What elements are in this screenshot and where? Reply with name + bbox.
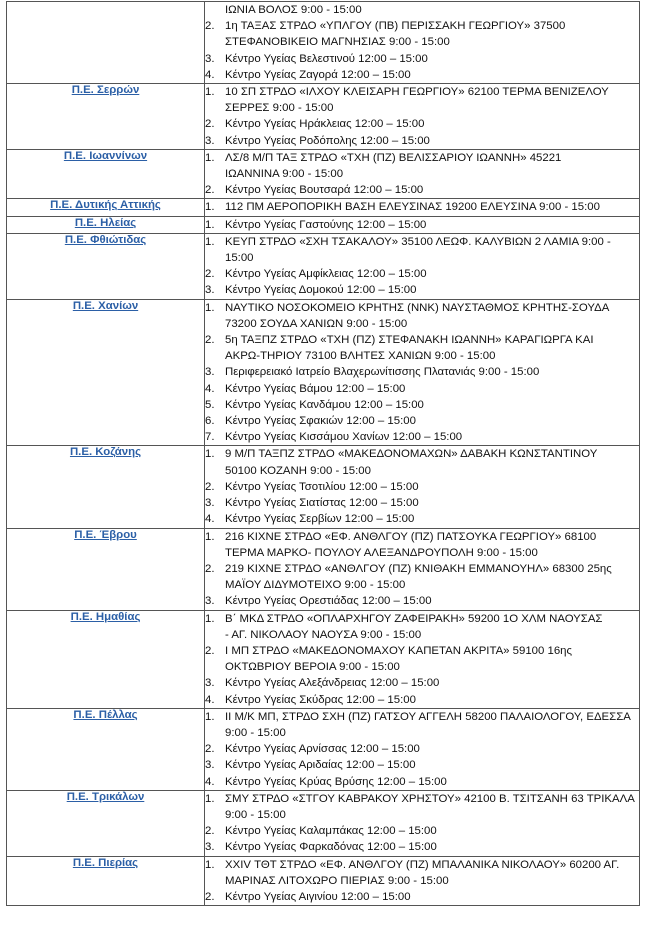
item-number: 2. [205, 825, 215, 838]
item-text-line: Κέντρο Υγείας Δομοκού 12:00 – 15:00 [225, 284, 417, 297]
item-text [225, 446, 639, 478]
item-text-line: ΜΑΡΙΝΑΣ ΛΙΤΟΧΩΡΟ ΠΙΕΡΙΑΣ 9:00 - 15:00 [225, 874, 449, 887]
list-item [205, 529, 639, 561]
item-text-line: Κέντρο Υγείας Βουτσαρά 12:00 – 15:00 [225, 184, 424, 197]
item-number: 4. [205, 513, 215, 526]
item-text [225, 282, 639, 298]
region-cell [7, 149, 205, 199]
table-row [7, 199, 640, 216]
list-item [205, 593, 639, 609]
item-number: 3. [205, 759, 215, 772]
item-text-line: Κέντρο Υγείας Αριδαίας 12:00 – 15:00 [225, 759, 416, 772]
item-text [225, 67, 639, 83]
item-number: 1. [205, 530, 215, 543]
item-number: 3. [205, 366, 215, 379]
region-link[interactable]: Π.Ε. Πέλλας [73, 708, 138, 721]
locations-cell [205, 610, 640, 708]
list-item [205, 561, 639, 593]
list-item [205, 364, 639, 380]
item-text-line: 219 ΚΙΧΝΕ ΣΤΡΔΟ «ΑΝΘΛΓΟΥ (ΠΖ) ΚΝΙΘΑΚΗ ΕΜΜΑΝΟΥΗΛ» 68300 25ης [225, 562, 612, 575]
item-text [225, 823, 639, 839]
item-text-line: ΜΑΪΟΥ ΔΙΔΥΜΟΤΕΙΧΟ 9:00 - 15:00 [225, 579, 406, 592]
region-cell [7, 790, 205, 856]
item-text [225, 199, 639, 215]
item-number: 3. [205, 497, 215, 510]
item-text [225, 332, 639, 364]
item-text-line: Ι ΜΠ ΣΤΡΔΟ «ΜΑΚΕΔΟΝΟΜΑΧΟΥ ΚΑΠΕΤΑΝ ΑΚΡΙΤΑ» 59100 16ης [225, 644, 573, 657]
item-text [225, 692, 639, 708]
item-text [225, 429, 639, 445]
list-item [205, 692, 639, 708]
item-text-line: Κέντρο Υγείας Σιατίστας 12:00 – 15:00 [225, 497, 419, 510]
list-item [205, 479, 639, 495]
item-text-line: Κέντρο Υγείας Αλεξάνδρειας 12:00 – 15:00 [225, 677, 440, 690]
item-text-line: 9:00 - 15:00 [225, 726, 286, 739]
list-item [205, 791, 639, 823]
table-row [7, 708, 640, 790]
locations-cell [205, 216, 640, 233]
item-text-line: 15:00 [225, 252, 254, 265]
locations-cell [205, 149, 640, 199]
item-text [225, 217, 639, 233]
item-text-line: 1η ΤΑΞΑΣ ΣΤΡΔΟ «ΥΠΛΓΟΥ (ΠΒ) ΠΕΡΙΣΣΑΚΗ ΓΕΩΡΓΙΟΥ» 37500 [225, 20, 566, 33]
list-item [205, 839, 639, 855]
item-number: 3. [205, 677, 215, 690]
item-text [225, 889, 639, 905]
region-link[interactable]: Π.Ε. Πιερίας [72, 856, 139, 869]
schedule-table-body [7, 2, 640, 906]
item-number: 1. [205, 151, 215, 164]
item-text-line: Κέντρο Υγείας Ζαγορά 12:00 – 15:00 [225, 68, 411, 81]
table-row [7, 216, 640, 233]
item-text [225, 857, 639, 889]
list-item [205, 774, 639, 790]
item-number: 5. [205, 398, 215, 411]
list-item [205, 446, 639, 478]
list-item [205, 511, 639, 527]
list-item [205, 381, 639, 397]
region-cell [7, 856, 205, 906]
item-text-line: Κέντρο Υγείας Αιγινίου 12:00 – 15:00 [225, 890, 411, 903]
item-number: 3. [205, 52, 215, 65]
region-cell [7, 708, 205, 790]
item-text [225, 116, 639, 132]
locations-cell [205, 708, 640, 790]
item-text-line: Κέντρο Υγείας Γαστούνης 12:00 – 15:00 [225, 218, 427, 231]
item-text [225, 18, 639, 50]
item-number: 1. [205, 792, 215, 805]
locations-cell [205, 856, 640, 906]
item-text [225, 150, 639, 182]
list-item [205, 217, 639, 233]
item-number: 1. [205, 612, 215, 625]
item-text [225, 709, 639, 741]
list-item [205, 116, 639, 132]
item-text-line: 10 ΣΠ ΣΤΡΔΟ «ΙΛΧΟΥ ΚΛΕΙΣΑΡΗ ΓΕΩΡΓΙΟΥ» 62100 ΤΕΡΜΑ ΒΕΝΙΖΕΛΟΥ [225, 86, 609, 99]
item-text [225, 593, 639, 609]
item-text-line: Κέντρο Υγείας Καλαμπάκας 12:00 – 15:00 [225, 825, 437, 838]
item-number: 1. [205, 218, 215, 231]
table-row [7, 299, 640, 446]
region-link[interactable]: Π.Ε. Φθιώτιδας [64, 233, 147, 246]
item-text-line: ΚΕΥΠ ΣΤΡΔΟ «ΣΧΗ ΤΣΑΚΑΛΟΥ» 35100 ΛΕΩΦ. ΚΑΛΥΒΙΩΝ 2 ΛΑΜΙΑ 9:00 - [225, 235, 611, 248]
item-text-line: Κέντρο Υγείας Κισσάμου Χανίων 12:00 – 15:00 [225, 431, 463, 444]
list-item [205, 889, 639, 905]
item-text-line: ΧΧΙV ΤΘΤ ΣΤΡΔΟ «ΕΦ. ΑΝΘΛΓΟΥ (ΠΖ) ΜΠΑΛΑΝΙΚΑ ΝΙΚΟΛΑΟΥ» 60200 ΑΓ. [225, 858, 620, 871]
item-text [225, 2, 639, 18]
item-text-line: ΤΕΡΜΑ ΜΑΡΚΟ- ΠΟΥΛΟΥ ΑΛΕΞΑΝΔΡΟΥΠΟΛΗ 9:00 - 15:00 [225, 546, 538, 559]
list-item [205, 741, 639, 757]
item-text-line: Β΄ ΜΚΔ ΣΤΡΔΟ «ΟΠΛΑΡΧΗΓΟΥ ΖΑΦΕΙΡΑΚΗ» 59200 1Ο ΧΛΜ ΝΑΟΥΣΑΣ [225, 612, 603, 625]
locations-cell [205, 790, 640, 856]
list-item [205, 282, 639, 298]
item-text-line: ΙΙ Μ/Κ ΜΠ, ΣΤΡΔΟ ΣΧΗ (ΠΖ) ΓΑΤΣΟΥ ΑΓΓΕΛΗ 58200 ΠΑΛΑΙΟΛΟΓΟΥ, ΕΔΕΣΣΑ [225, 710, 631, 723]
list-item [205, 150, 639, 182]
item-number: 1. [205, 301, 215, 314]
table-row [7, 790, 640, 856]
list-item [205, 413, 639, 429]
table-row [7, 856, 640, 906]
item-number: 2. [205, 268, 215, 281]
region-cell [7, 199, 205, 216]
item-text-line: - ΑΓ. ΝΙΚΟΛΑΟΥ ΝΑΟΥΣΑ 9:00 - 15:00 [225, 628, 422, 641]
item-text-line: 5η ΤΑΞΠΖ ΣΤΡΔΟ «ΤΧΗ (ΠΖ) ΣΤΕΦΑΝΑΚΗ ΙΩΑΝΝΗ» ΚΑΡΑΓΙΩΡΓΑ ΚΑΙ [225, 334, 594, 347]
list-item [205, 266, 639, 282]
table-row [7, 610, 640, 708]
item-text-line: Κέντρο Υγείας Ηράκλειας 12:00 – 15:00 [225, 118, 425, 131]
item-text-line: 9:00 - 15:00 [225, 808, 286, 821]
item-number: 2. [205, 562, 215, 575]
list-item [205, 234, 639, 266]
locations-cell [205, 2, 640, 84]
locations-cell [205, 446, 640, 528]
item-text-line: Κέντρο Υγείας Αρνίσσας 12:00 – 15:00 [225, 743, 420, 756]
item-text [225, 495, 639, 511]
item-number: 1. [205, 448, 215, 461]
item-number: 2. [205, 20, 215, 33]
region-link[interactable]: Π.Ε. Έβρου [74, 528, 137, 541]
list-item [205, 51, 639, 67]
list-item [205, 18, 639, 50]
item-number: 2. [205, 480, 215, 493]
table-row [7, 84, 640, 150]
item-text-line: Κέντρο Υγείας Φαρκαδόνας 12:00 – 15:00 [225, 841, 437, 854]
locations-cell [205, 299, 640, 446]
item-text-line: 73200 ΣΟΥΔΑ ΧΑΝΙΩΝ 9:00 - 15:00 [225, 317, 408, 330]
item-text-line: Κέντρο Υγείας Σκύδρας 12:00 – 15:00 [225, 693, 416, 706]
region-link[interactable]: Π.Ε. Κοζάνης [69, 446, 142, 459]
region-link[interactable]: Π.Ε. Ιωαννίνων [63, 149, 148, 162]
table-row [7, 233, 640, 299]
list-item [205, 2, 639, 18]
table-row [7, 149, 640, 199]
item-text-line: ΣΤΕΦΑΝΟΒΙΚΕΙΟ ΜΑΓΝΗΣΙΑΣ 9:00 - 15:00 [225, 36, 450, 49]
list-item [205, 300, 639, 332]
item-number: 3. [205, 841, 215, 854]
schedule-table [6, 1, 640, 906]
item-number: 1. [205, 858, 215, 871]
region-cell [7, 299, 205, 446]
item-text-line: Κέντρο Υγείας Κρύας Βρύσης 12:00 – 15:00 [225, 775, 447, 788]
locations-cell [205, 528, 640, 610]
item-number: 1. [205, 86, 215, 99]
item-text [225, 397, 639, 413]
item-number: 3. [205, 595, 215, 608]
item-text [225, 791, 639, 823]
item-text [225, 479, 639, 495]
item-text-line: ΙΩΑΝΝΙΝΑ 9:00 - 15:00 [225, 168, 344, 181]
list-item [205, 823, 639, 839]
item-text [225, 511, 639, 527]
list-item [205, 643, 639, 675]
item-text-line: ΙΩΝΙΑ ΒΟΛΟΣ 9:00 - 15:00 [225, 4, 362, 16]
region-cell [7, 233, 205, 299]
region-cell [7, 446, 205, 528]
table-row [7, 528, 640, 610]
item-text-line: Περιφερειακό Ιατρείο Βλαχερωνίτισσης Πλατανιάς 9:00 - 15:00 [225, 366, 540, 379]
item-number: 1. [205, 710, 215, 723]
item-text [225, 234, 639, 266]
region-cell [7, 216, 205, 233]
item-number: 2. [205, 118, 215, 131]
item-number: 1. [205, 235, 215, 248]
item-text [225, 182, 639, 198]
item-text [225, 561, 639, 593]
item-text [225, 529, 639, 561]
item-text-line: ΣΜΥ ΣΤΡΔΟ «ΣΤΓΟΥ ΚΑΒΡΑΚΟΥ ΧΡΗΣΤΟΥ» 42100 Β. ΤΣΙΤΣΑΝΗ 63 ΤΡΙΚΑΛΑ [225, 792, 635, 805]
item-text [225, 413, 639, 429]
item-text [225, 611, 639, 643]
list-item [205, 84, 639, 116]
item-number: 7. [205, 431, 215, 444]
list-item [205, 675, 639, 691]
item-text-line: Κέντρο Υγείας Κανδάμου 12:00 – 15:00 [225, 398, 424, 411]
item-text-line: 50100 ΚΟΖΑΝΗ 9:00 - 15:00 [225, 464, 371, 477]
table-row [7, 2, 640, 84]
item-text-line: Κέντρο Υγείας Ροδόπολης 12:00 – 15:00 [225, 134, 430, 147]
item-text [225, 266, 639, 282]
item-text [225, 643, 639, 675]
item-text [225, 741, 639, 757]
item-text [225, 675, 639, 691]
region-link[interactable]: Π.Ε. Ηλείας [74, 216, 137, 229]
item-text-line: Κέντρο Υγείας Βελεστινού 12:00 – 15:00 [225, 52, 428, 65]
item-number: 2. [205, 890, 215, 903]
list-item [205, 199, 639, 215]
item-text-line: Κέντρο Υγείας Σφακιών 12:00 – 15:00 [225, 415, 416, 428]
item-text-line: Κέντρο Υγείας Αμφίκλειας 12:00 – 15:00 [225, 268, 427, 281]
list-item [205, 133, 639, 149]
item-text [225, 51, 639, 67]
list-item [205, 857, 639, 889]
item-text [225, 133, 639, 149]
item-text-line: ΟΚΤΩΒΡΙΟΥ ΒΕΡΟΙΑ 9:00 - 15:00 [225, 661, 400, 674]
item-text-line: ΑΚΡΩ-ΤΗΡΙΟΥ 73100 ΒΛΗΤΕΣ ΧΑΝΙΩΝ 9:00 - 15:00 [225, 350, 496, 363]
list-item [205, 332, 639, 364]
item-text-line: 9 Μ/Π ΤΑΞΠΖ ΣΤΡΔΟ «ΜΑΚΕΔΟΝΟΜΑΧΩΝ» ΔΑΒΑΚΗ ΚΩΝΣΤΑΝΤΙΝΟΥ [225, 448, 598, 461]
table-row [7, 446, 640, 528]
item-text [225, 300, 639, 332]
list-item [205, 182, 639, 198]
region-cell [7, 610, 205, 708]
item-text-line: 112 ΠΜ ΑΕΡΟΠΟΡΙΚΗ ΒΑΣΗ ΕΛΕΥΣΙΝΑΣ 19200 ΕΛΕΥΣΙΝΑ 9:00 - 15:00 [225, 201, 600, 214]
region-link[interactable]: Π.Ε. Ημαθίας [70, 610, 141, 623]
item-number: 4. [205, 68, 215, 81]
item-text-line: Κέντρο Υγείας Ορεστιάδας 12:00 – 15:00 [225, 595, 432, 608]
item-number: 4. [205, 775, 215, 788]
list-item [205, 67, 639, 83]
item-text [225, 774, 639, 790]
item-number: 4. [205, 382, 215, 395]
item-number: 2. [205, 334, 215, 347]
item-text-line: ΣΕΡΡΕΣ 9:00 - 15:00 [225, 102, 334, 115]
item-number: 6. [205, 415, 215, 428]
item-text-line: ΛΣ/8 Μ/Π ΤΑΞ ΣΤΡΔΟ «ΤΧΗ (ΠΖ) ΒΕΛΙΣΣΑΡΙΟΥ ΙΩΑΝΝΗ» 45221 [225, 151, 562, 164]
region-cell [7, 2, 205, 84]
list-item [205, 397, 639, 413]
region-link[interactable]: Π.Ε. Χανίων [72, 299, 139, 312]
item-text-line: Κέντρο Υγείας Βάμου 12:00 – 15:00 [225, 382, 406, 395]
list-item [205, 611, 639, 643]
item-text [225, 84, 639, 116]
item-text [225, 364, 639, 380]
item-text [225, 757, 639, 773]
item-text [225, 839, 639, 855]
list-item [205, 709, 639, 741]
locations-cell [205, 233, 640, 299]
item-number: 3. [205, 134, 215, 147]
list-item [205, 495, 639, 511]
region-link[interactable]: Π.Ε. Σερρών [71, 84, 140, 97]
item-number: 3. [205, 284, 215, 297]
locations-cell [205, 199, 640, 216]
item-number: 2. [205, 184, 215, 197]
item-text-line: Κέντρο Υγείας Σερβίων 12:00 – 15:00 [225, 513, 415, 526]
item-text-line: 216 ΚΙΧΝΕ ΣΤΡΔΟ «ΕΦ. ΑΝΘΛΓΟΥ (ΠΖ) ΠΑΤΣΟΥΚΑ ΓΕΩΡΓΙΟΥ» 68100 [225, 530, 597, 543]
item-number [205, 2, 225, 18]
region-link[interactable]: Π.Ε. Δυτικής Αττικής [50, 199, 161, 212]
locations-cell [205, 84, 640, 150]
item-text-line: ΝΑΥΤΙΚΟ ΝΟΣΟΚΟΜΕΙΟ ΚΡΗΤΗΣ (ΝΝΚ) ΝΑΥΣΤΑΘΜΟΣ ΚΡΗΤΗΣ-ΣΟΥΔΑ [225, 301, 610, 314]
item-text [225, 381, 639, 397]
region-cell [7, 528, 205, 610]
item-text-line: Κέντρο Υγείας Τσοτιλίου 12:00 – 15:00 [225, 480, 419, 493]
item-number: 1. [205, 201, 215, 214]
region-link[interactable]: Π.Ε. Τρικάλων [66, 790, 145, 803]
list-item [205, 429, 639, 445]
item-number: 2. [205, 644, 215, 657]
item-number: 2. [205, 743, 215, 756]
list-item [205, 757, 639, 773]
region-cell [7, 84, 205, 150]
item-number: 4. [205, 693, 215, 706]
